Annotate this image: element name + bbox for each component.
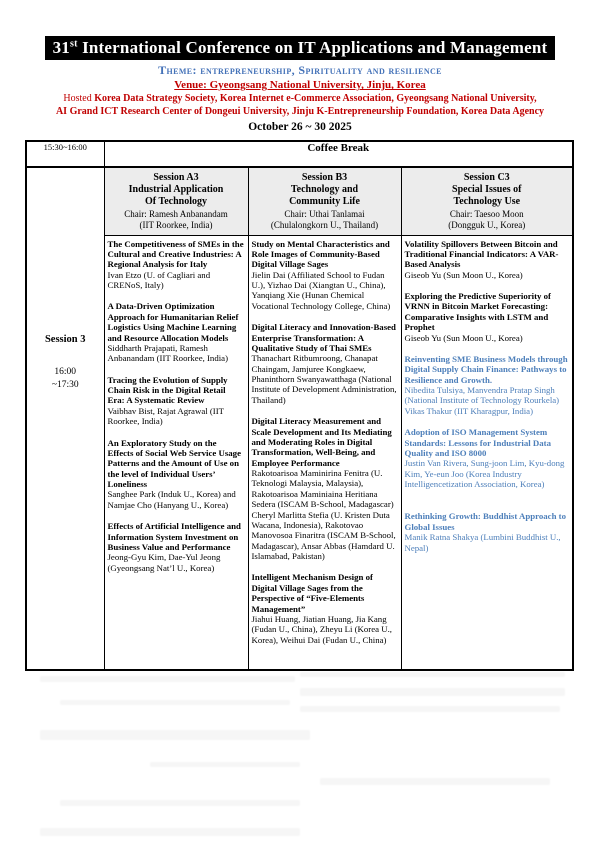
paper-title: Exploring the Predictive Superiority of VRNN in Bitcoin Market Forecasting: Comparative Insights with LSTM and Prophet xyxy=(404,291,551,333)
paper xyxy=(252,322,398,405)
paper-title: The Competitiveness of SMEs in the Cultural and Creative Industries: A Regional Analysis for Italy xyxy=(107,238,244,270)
title-ordinal-suffix: st xyxy=(70,38,78,50)
paper-authors: Siddharth Prajapati, Ramesh Anbanandam (IIT Roorkee, India) xyxy=(107,342,229,364)
paper-authors: Giseob Yu (Sun Moon U., Korea) xyxy=(404,332,523,343)
session-header-row xyxy=(26,167,573,235)
session-b3-header xyxy=(248,167,401,235)
paper-authors: Rakotoarisoa Maminirina Fenitra (U. Teknologi Malaysia, Malaysia), Rakotoarisoa Maminiaina Heritiana Sedera (ISCAM B-School, Madagascar) Cheryl Marlitta Stefia (U. Kristen Duta Wacana, Indonesia), Rakotovao Manovosoa Finaritra (ISCAM B-School, Madagascar), Ansar Abbas (Hamdard U. Islamabad, Pakistan) xyxy=(251,468,396,561)
paper-authors: Manik Ratna Shakya (Lumbini Buddhist U., Nepal) xyxy=(404,532,561,553)
paper-title: Adoption of ISO Management System Standards: Lessons for Industrial Data Quality and ISO 8000 xyxy=(404,427,551,458)
paper xyxy=(108,375,245,427)
schedule-table xyxy=(25,140,574,671)
session-papers-row xyxy=(26,235,573,670)
paper-title: Tracing the Evolution of Supply Chain Risk in the Digital Retail Era: A Systematic Review xyxy=(107,374,228,406)
conference-theme: Theme: entrepreneurship, Spirituality and resilience xyxy=(158,63,442,78)
paper xyxy=(108,438,245,511)
session-code: Session C3 xyxy=(463,172,510,183)
session-a3-papers xyxy=(104,235,248,670)
session-c3-header xyxy=(401,167,573,235)
hosted-organizations-line1: Korea Data Strategy Society, Korea Internet e-Commerce Association, Gyeongsang National University, xyxy=(94,93,537,105)
paper-authors: Nibedita Tulsiya, Manvendra Pratap Singh (National Institute of Technology Rourkela) Vikas Thakur (IIT Kharagpur, India) xyxy=(404,385,560,416)
paper xyxy=(108,239,245,291)
title-number: 31 xyxy=(52,38,71,57)
paper-title: Intelligent Mechanism Design of Digital Village Sages from the Perspective of “Five-Elements Management” xyxy=(251,572,373,614)
conference-title xyxy=(45,36,556,60)
paper-authors: Ivan Etzo (U. of Cagliari and CRENoS, Italy) xyxy=(107,269,211,290)
paper-title: Digital Literacy Measurement and Scale Development and Its Mediating and Moderating Roles in Digital Transformation, Well-Being, and Employee Performance xyxy=(251,416,392,468)
paper-title: An Exploratory Study on the Effects of Social Web Service Usage Patterns and the Amount of Use on the level of Individual Users’ Loneliness xyxy=(107,437,241,489)
paper-authors: Jeong-Gyu Kim, Dae-Yul Jeong (Gyeongsang Nat’l U., Korea) xyxy=(107,552,221,573)
paper-title: Reinventing SME Business Models through Digital Supply Chain Finance: Pathways to Resilience and Growth. xyxy=(404,353,568,385)
paper xyxy=(108,521,245,573)
session-chair: Chair: Taesoo Moon xyxy=(449,208,524,219)
session-chair: Chair: Uthai Tanlamai xyxy=(284,208,365,219)
coffee-break-row xyxy=(26,141,573,167)
session-title: Industrial Application Of Technology xyxy=(128,184,224,208)
session-title: Technology and Community Life xyxy=(289,184,360,208)
conference-venue: Venue: Gyeongsang National University, Jinju, Korea xyxy=(174,79,426,92)
hosted-label: Hosted xyxy=(63,93,95,105)
session-title: Special Issues of Technology Use xyxy=(452,184,522,208)
conference-dates: October 26 ~ 30 2025 xyxy=(248,121,352,134)
document-header xyxy=(0,0,600,133)
session-c3-papers xyxy=(401,235,573,670)
paper-authors: Thanachart Ritbumroong, Chanapat Chaingam, Jamjuree Kongkaew, Phaninthorn Swanyawatthaga (National Institute of Development Administration, Thailand) xyxy=(251,353,397,405)
paper-authors: Sanghee Park (Induk U., Korea) and Namjae Cho (Hanyang U., Korea) xyxy=(107,489,236,510)
session3-name: Session 3 xyxy=(44,334,86,345)
paper-title: Study on Mental Characteristics and Role Images of Community-Based Digital Village Sages xyxy=(251,238,390,270)
session3-time-cell xyxy=(26,167,104,670)
title-text: International Conference on IT Applications and Management xyxy=(77,38,548,57)
session-a3-header xyxy=(104,167,248,235)
paper xyxy=(405,291,570,343)
paper xyxy=(405,354,570,416)
session-chair-affiliation: (IIT Roorkee, India) xyxy=(139,219,213,230)
paper-authors: Jiahui Huang, Jiatian Huang, Jia Kang (Fudan U., China), Zheyu Li (Korea U., Korea), Weihui Dai (Fudan U., China) xyxy=(251,613,392,645)
paper-authors: Justin Van Rivera, Sung-joon Lim, Kyu-dong Kim, Ye-eun Joo (Korea Industry Intelligencetization Association, Korea) xyxy=(404,458,565,489)
session-chair-affiliation: (Chulalongkorn U., Thailand) xyxy=(270,219,379,230)
session3-end-time: ~17:30 xyxy=(51,379,79,390)
paper xyxy=(405,511,570,553)
coffee-break-label: Coffee Break xyxy=(104,141,573,167)
paper-authors: Jielin Dai (Affiliated School to Fudan U.), Yizhao Dai (Xiangtan U., China), Yanqiang Xie (Hunan Chemical Vocational Technology College, China) xyxy=(251,269,391,311)
paper-title: Effects of Artificial Intelligence and Information System Investment on Business Value and Performance xyxy=(107,521,241,552)
paper xyxy=(405,239,570,281)
paper xyxy=(108,301,245,363)
paper-title: A Data-Driven Optimization Approach for Humanitarian Relief Logistics Using Machine Learning and Resource Allocation Models xyxy=(107,301,239,343)
paper-title: Digital Literacy and Innovation-Based Enterprise Transformation: A Qualitative Study of Thai SMEs xyxy=(251,322,396,353)
coffee-break-time: 15:30~16:00 xyxy=(26,141,104,167)
paper xyxy=(252,239,398,312)
paper xyxy=(252,416,398,561)
paper-authors: Giseob Yu (Sun Moon U., Korea) xyxy=(404,269,523,280)
hosted-by xyxy=(0,93,600,118)
paper-title: Rethinking Growth: Buddhist Approach to Global Issues xyxy=(404,511,566,532)
paper-title: Volatility Spillovers Between Bitcoin and Traditional Financial Indicators: A VAR-Based Analysis xyxy=(404,238,559,270)
session-code: Session B3 xyxy=(301,172,348,183)
session-code: Session A3 xyxy=(153,172,199,183)
hosted-organizations-line2: AI Grand ICT Research Center of Dongeui University, Jinju K-Entrepreneurship Foundation, Korea Data Agency xyxy=(55,105,545,117)
session-chair-affiliation: (Dongguk U., Korea) xyxy=(448,219,526,230)
paper xyxy=(252,572,398,645)
session-chair: Chair: Ramesh Anbanandam xyxy=(124,208,228,219)
paper-authors: Vaibhav Bist, Rajat Agrawal (IIT Roorkee, India) xyxy=(107,405,224,427)
session3-start-time: 16:00 xyxy=(54,366,77,377)
session-b3-papers xyxy=(248,235,401,670)
paper xyxy=(405,427,570,489)
